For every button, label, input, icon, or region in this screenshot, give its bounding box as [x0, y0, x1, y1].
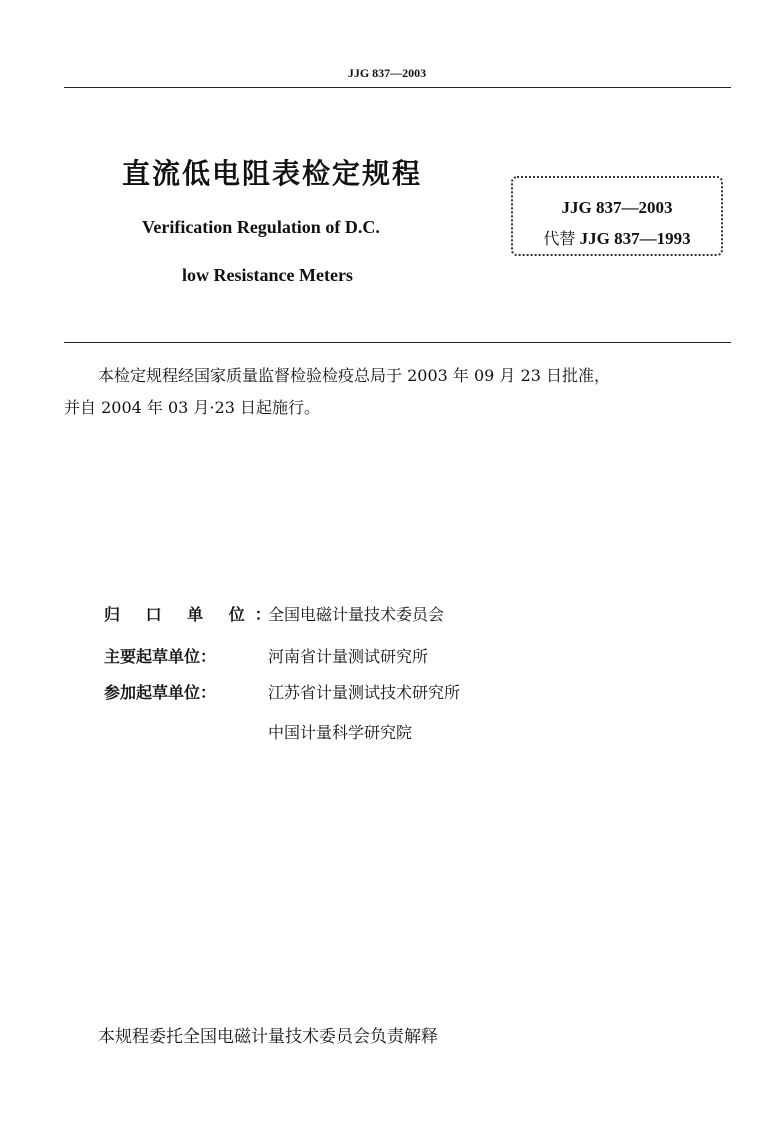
replaces-prefix: 代替 [543, 229, 576, 248]
section-rule [64, 342, 731, 343]
participating-unit-value-2: 中国计量科学研究院 [268, 723, 413, 742]
approval-line-2: 并自 2004 年 03 月·23 日起施行。 [64, 398, 320, 417]
title-english-line2: low Resistance Meters [182, 265, 353, 285]
approval-statement [64, 360, 734, 424]
title-english-line1: Verification Regulation of D.C. [142, 217, 380, 237]
participating-unit-value-1: 江苏省计量测试技术研究所 [268, 683, 461, 702]
responsible-unit-label: 归 口 单 位： [104, 605, 281, 624]
standard-code-box [511, 176, 723, 256]
interpretation-note: 本规程委托全国电磁计量技术委员会负责解释 [98, 1027, 438, 1047]
main-drafting-unit-label: 主要起草单位： [104, 647, 217, 666]
responsible-unit-value: 全国电磁计量技术委员会 [268, 605, 445, 624]
title-chinese: 直流低电阻表检定规程 [122, 157, 423, 190]
header-rule [64, 87, 731, 88]
header-code: JJG 837—2003 [347, 66, 427, 80]
standard-code: JJG 837—2003 [561, 198, 673, 217]
approval-line-1: 本检定规程经国家质量监督检验检疫总局于 2003 年 09 月 23 日批准， [98, 366, 610, 385]
main-drafting-unit-value: 河南省计量测试研究所 [268, 647, 429, 666]
replaced-code: JJG 837—1993 [579, 229, 691, 248]
replaces-code [513, 226, 721, 249]
participating-unit-label: 参加起草单位： [104, 683, 217, 702]
